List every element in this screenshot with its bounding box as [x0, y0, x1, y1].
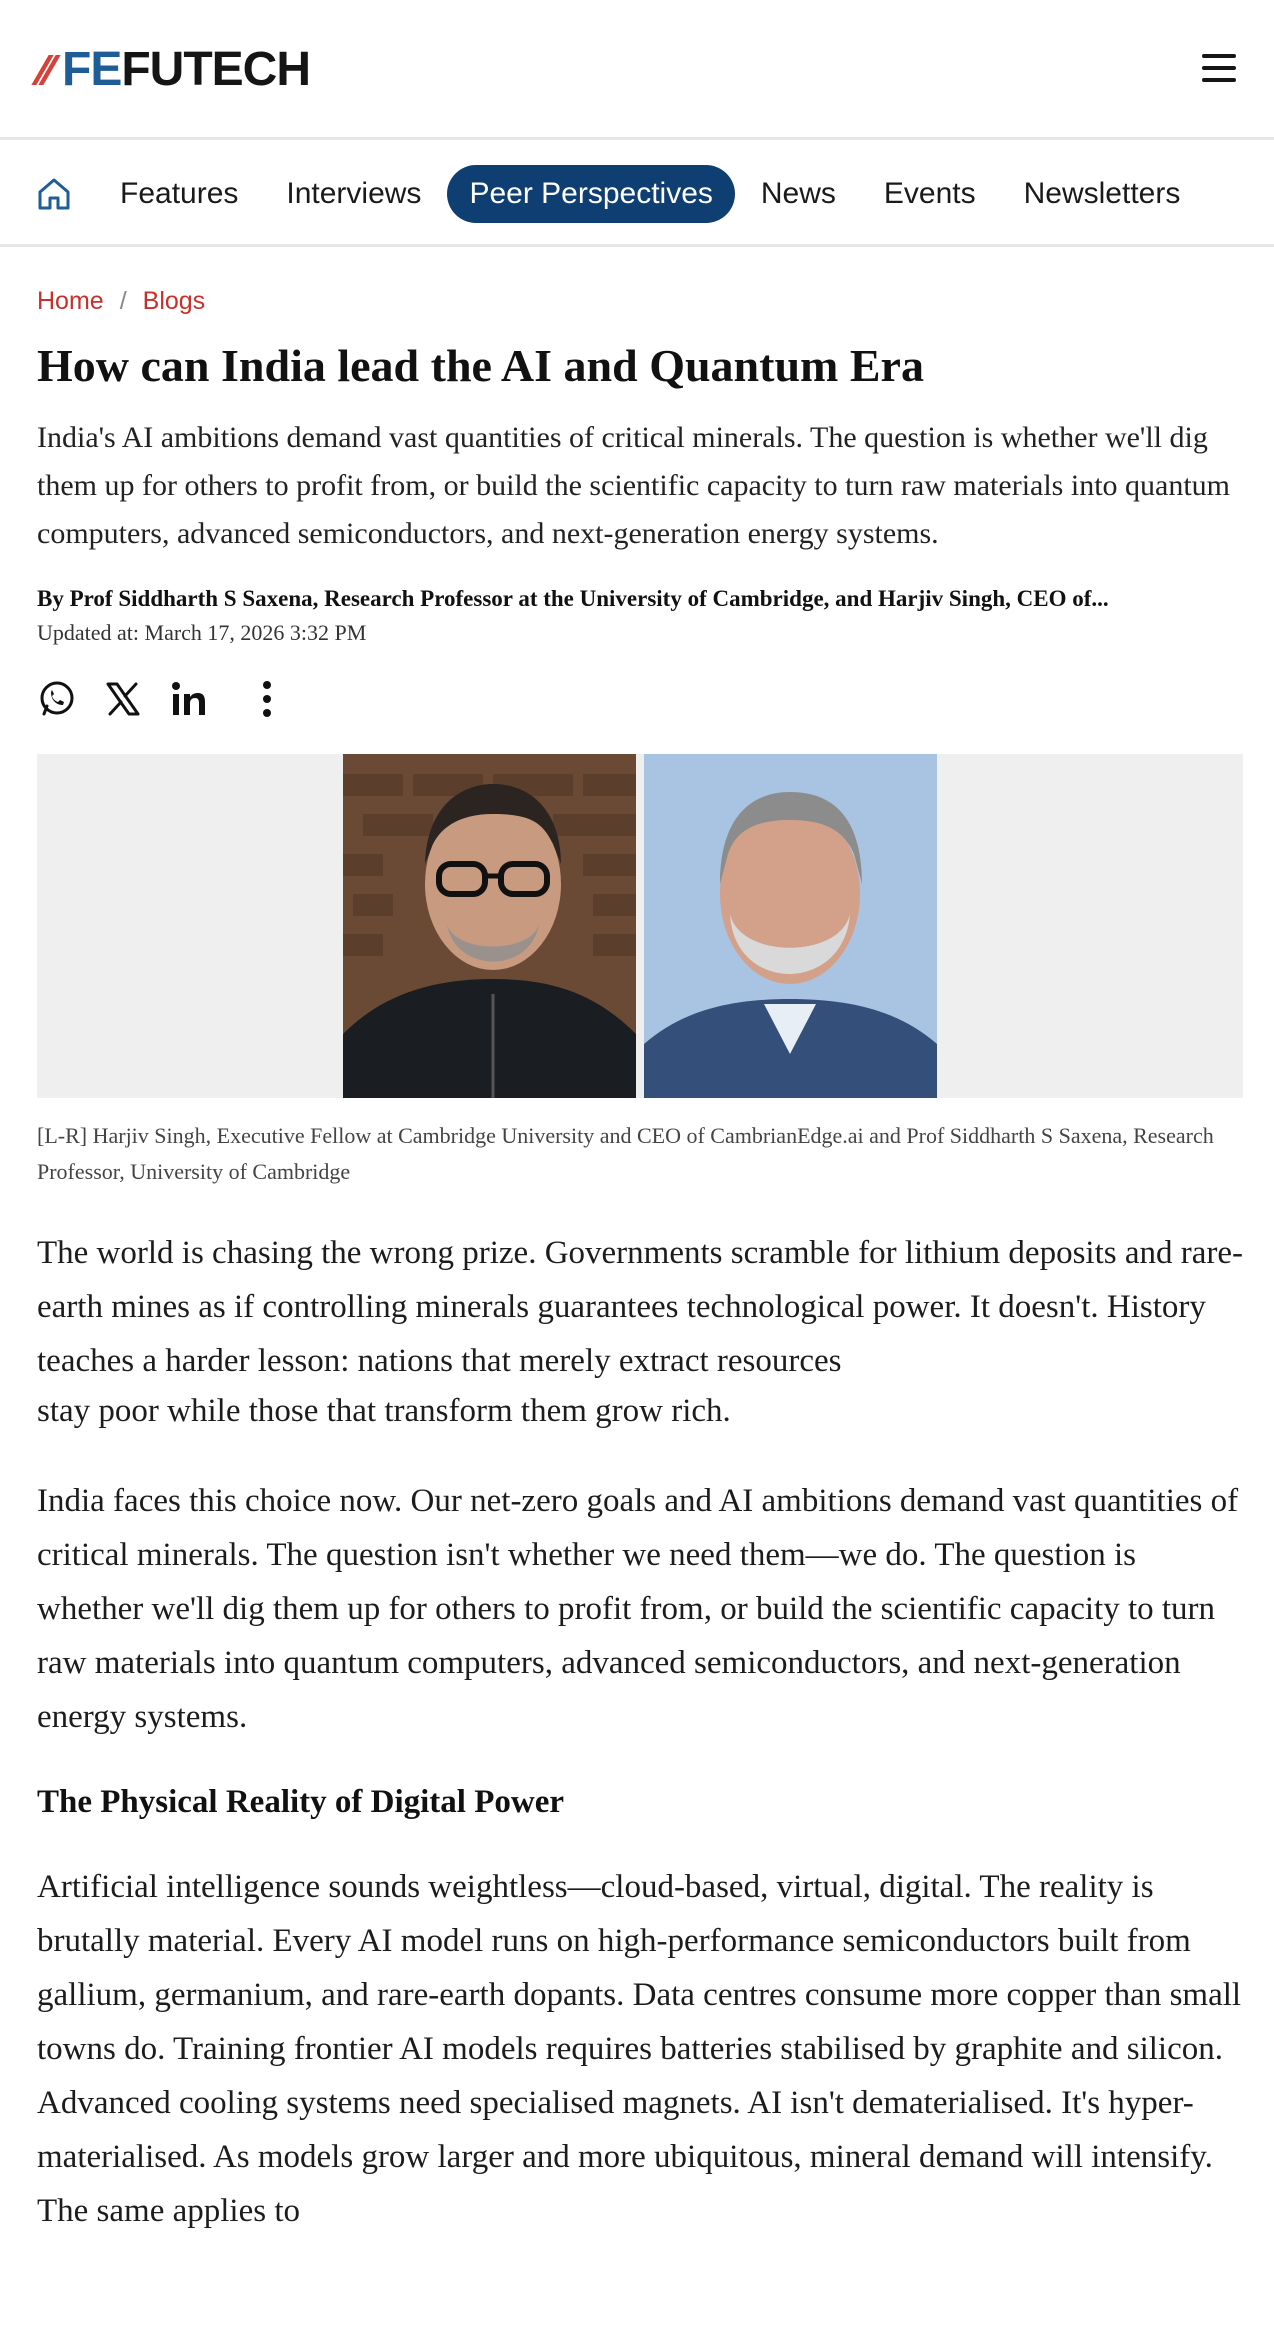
- breadcrumb-blogs-link[interactable]: Blogs: [142, 287, 206, 315]
- article-title: How can India lead the AI and Quantum Era: [37, 340, 924, 391]
- more-icon[interactable]: [247, 677, 287, 721]
- paragraph-2: India faces this choice now. Our net-zero goals and AI ambitions demand vast quantities of critical minerals. The question isn't whether we need them—we do. The question is whether we'll dig them up for others to profit from, or build the scientific capacity to turn raw materials into quantum computers, advanced semiconductors, and next-generation energy systems.: [37, 1483, 1239, 1735]
- site-header: [0, 0, 1274, 140]
- share-bar: [37, 676, 1243, 722]
- nav-item-features[interactable]: Features: [120, 176, 239, 210]
- x-icon[interactable]: [103, 677, 143, 721]
- whatsapp-icon[interactable]: [37, 677, 77, 721]
- article: [37, 247, 1243, 2274]
- article-body: [37, 1226, 1243, 2238]
- logo-futech-text: FUTECH: [121, 43, 310, 96]
- nav-item-events[interactable]: Events: [883, 176, 976, 210]
- article-updated-time: Updated at: March 17, 2026 3:32 PM: [37, 620, 367, 645]
- breadcrumb: [37, 287, 1243, 316]
- nav-item-peer-perspectives[interactable]: Peer Perspectives: [447, 165, 734, 223]
- section-heading: The Physical Reality of Digital Power: [37, 1784, 565, 1820]
- paragraph-1-tail: stay poor while those that transform them grow rich.: [37, 1393, 731, 1429]
- portrait-photo-right: [644, 754, 937, 1098]
- menu-icon[interactable]: [1202, 54, 1236, 82]
- portrait-photo-left: [343, 754, 636, 1098]
- breadcrumb-home-link[interactable]: Home: [37, 287, 104, 315]
- main-nav: [0, 143, 1274, 247]
- image-caption: [L-R] Harjiv Singh, Executive Fellow at Cambridge University and CEO of CambrianEdge.ai and Prof Siddharth S Saxena, Research Professor, University of Cambridge: [37, 1123, 1214, 1184]
- paragraph-3: Artificial intelligence sounds weightless—cloud-based, virtual, digital. The reality is brutally material. Every AI model runs on high-performance semiconductors built from gallium, germanium, and rare-earth dopants. Data centres consume more copper than small towns do. Training frontier AI models requires batteries stabilised by graphite and silicon. Advanced cooling systems need specialised magnets. AI isn't dematerialised. It's hyper-materialised. As models grow larger and more ubiquitous, mineral demand will intensify. The same applies to: [37, 1869, 1242, 2229]
- logo-mark-icon: [38, 53, 58, 87]
- article-hero-image: [37, 754, 1243, 1098]
- breadcrumb-separator: /: [119, 287, 127, 315]
- site-logo[interactable]: [38, 44, 310, 96]
- home-icon[interactable]: [36, 176, 72, 212]
- paragraph-1: The world is chasing the wrong prize. Governments scramble for lithium deposits and rare-earth mines as if controlling minerals guarantees technological power. It doesn't. History teaches a harder lesson: nations that merely extract resources: [37, 1235, 1243, 1379]
- nav-item-interviews[interactable]: Interviews: [286, 176, 422, 210]
- linkedin-icon[interactable]: [169, 677, 209, 721]
- nav-item-newsletters[interactable]: Newsletters: [1023, 176, 1181, 210]
- article-subtitle: India's AI ambitions demand vast quantities of critical minerals. The question is whether we'll dig them up for others to profit from, or build the scientific capacity to turn raw materials into quantum computers, advanced semiconductors, and next-generation energy systems.: [37, 421, 1231, 550]
- logo-fe-text: FE: [62, 43, 122, 96]
- article-byline: By Prof Siddharth S Saxena, Research Professor at the University of Cambridge, and Harjiv Singh, CEO of...: [37, 586, 1109, 611]
- nav-item-news[interactable]: News: [760, 176, 836, 210]
